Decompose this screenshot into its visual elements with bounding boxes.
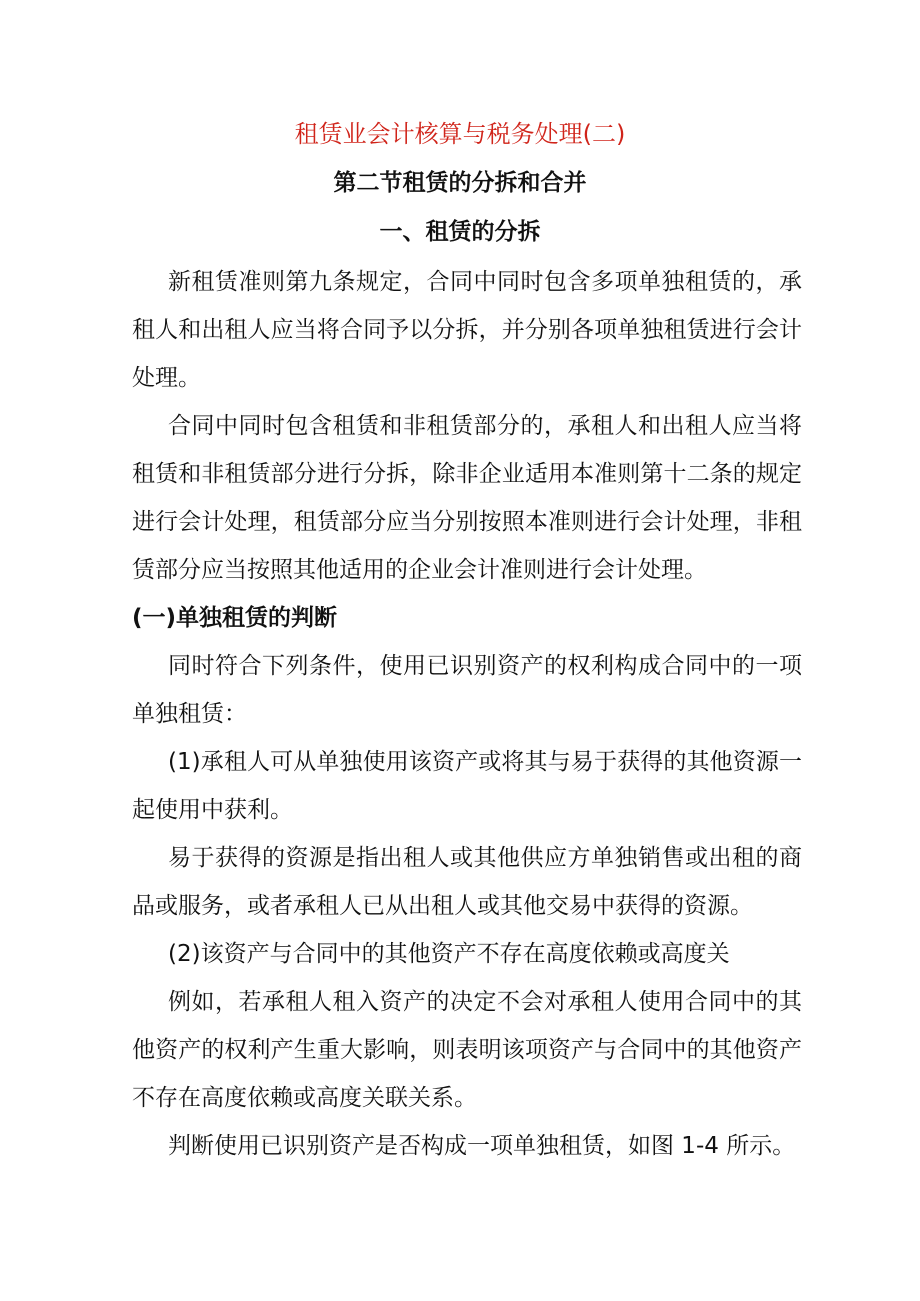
paragraph-lease-non-lease: 合同中同时包含租赁和非租赁部分的，承租人和出租人应当将租赁和非租赁部分进行分拆，除非企业适用本准则第十二条的规定进行会计处理，租赁部分应当分别按照本准则进行会计处理，非租赁部分应当按照其他适用的企业会计准则进行会计处理。 [132, 413, 802, 583]
subsection-title: 一、租赁的分拆 [379, 219, 541, 245]
paragraph-condition-two: (2)该资产与合同中的其他资产不存在高度依赖或高度关 [168, 941, 730, 967]
heading-separate-lease-judgment: (一)单独租赁的判断 [132, 605, 338, 631]
paragraph-figure-reference: 判断使用已识别资产是否构成一项单独租赁，如图 1-4 所示。 [168, 1133, 796, 1159]
paragraph-readily-available-resources: 易于获得的资源是指出租人或其他供应方单独销售或出租的商品或服务，或者承租人已从出租人或其他交易中获得的资源。 [132, 845, 802, 919]
paragraph-condition-one: (1)承租人可从单独使用该资产或将其与易于获得的其他资源一起使用中获利。 [132, 749, 802, 823]
document-title: 租赁业会计核算与税务处理(二) [294, 120, 626, 148]
paragraph-article-nine: 新租赁准则第九条规定，合同中同时包含多项单独租赁的，承租人和出租人应当将合同予以分拆，并分别各项单独租赁进行会计处理。 [132, 269, 802, 391]
paragraph-example: 例如，若承租人租入资产的决定不会对承租人使用合同中的其他资产的权利产生重大影响，则表明该项资产与合同中的其他资产不存在高度依赖或高度关联关系。 [132, 989, 802, 1111]
section-title: 第二节租赁的分拆和合并 [333, 170, 587, 196]
paragraph-conditions-intro: 同时符合下列条件，使用已识别资产的权利构成合同中的一项单独租赁： [132, 653, 802, 727]
